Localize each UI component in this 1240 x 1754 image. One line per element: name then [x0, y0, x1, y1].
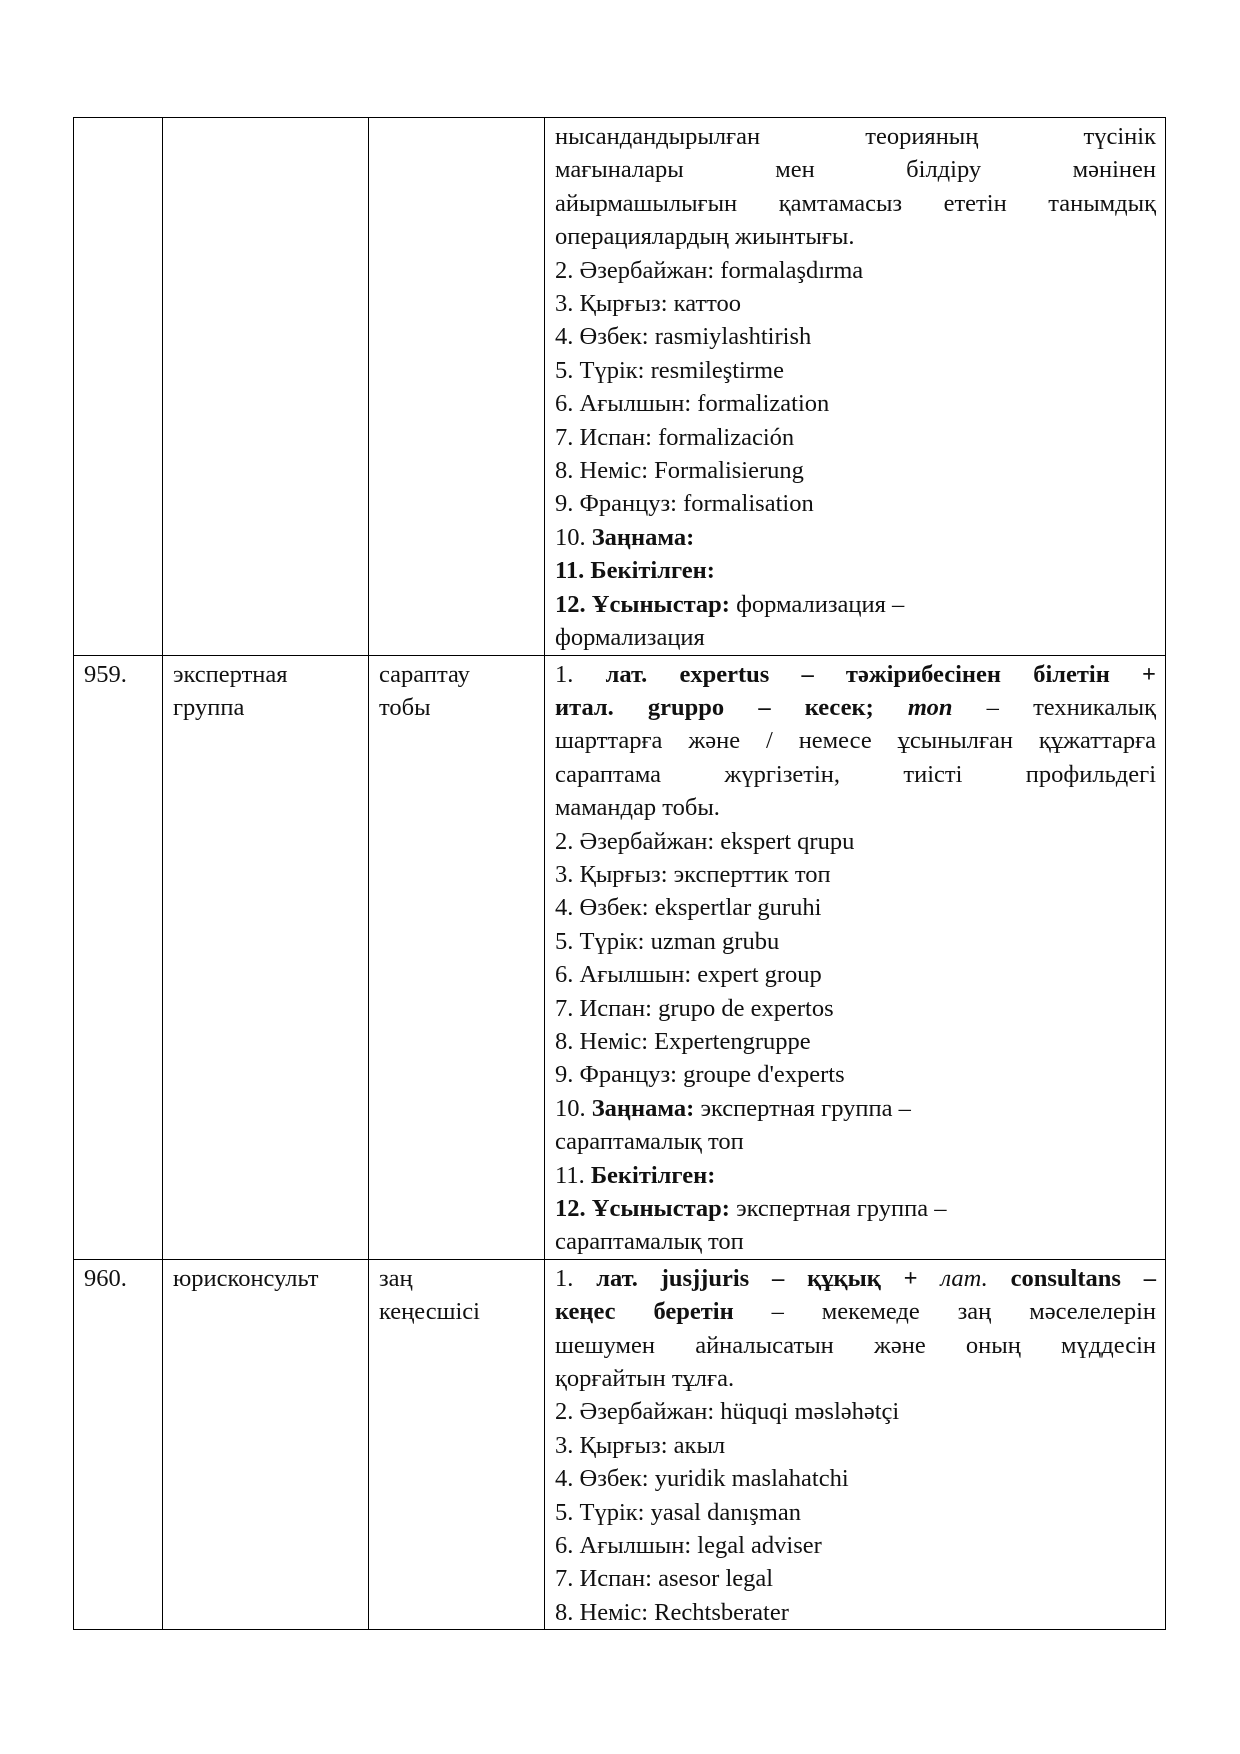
kazakh-term-cell — [369, 118, 545, 656]
recommendation-label: 12. Ұсыныстар: — [555, 1195, 730, 1222]
kazakh-term-cell: заң кеңесшісі — [369, 1259, 545, 1629]
definition-line: шешумен айналысатын және оның мүддесін — [555, 1331, 1156, 1359]
translation-line: 3. Қырғыз: акыл — [555, 1431, 726, 1459]
translation-line: 3. Қырғыз: каттоо — [555, 290, 742, 318]
approved-label: Бекітілген: — [590, 557, 715, 585]
translation-line: 4. Өзбек: yuridik maslahatchi — [555, 1465, 849, 1493]
definition-cell — [545, 655, 1166, 1259]
translation-line: 9. Француз: groupe d'experts — [555, 1061, 845, 1089]
glossary-table — [73, 117, 1166, 1630]
entry-number-cell: 960. — [74, 1259, 163, 1629]
translation-line: 2. Әзербайжан: formalaşdırma — [555, 256, 864, 284]
entry-number-cell: 959. — [74, 655, 163, 1259]
translation-line: 4. Өзбек: ekspertlar guruhi — [555, 894, 822, 922]
table-row — [74, 118, 1166, 656]
definition-cell — [545, 118, 1166, 656]
definition-cell — [545, 1259, 1166, 1629]
translation-line: 6. Ағылшын: formalization — [555, 390, 830, 418]
definition-line: айырмашылығын қамтамасыз ететін танымдық — [555, 189, 1156, 217]
translation-line: 9. Француз: formalisation — [555, 490, 814, 518]
legislation-label: Заңнама: — [591, 523, 695, 551]
legislation-line: 10. Заңнама: — [555, 523, 695, 551]
entry-number-cell — [74, 118, 163, 656]
translation-line: 2. Әзербайжан: ekspert qrupu — [555, 827, 855, 855]
kazakh-term-cell: сараптау тобы — [369, 655, 545, 1259]
russian-term-cell: экспертная группа — [163, 655, 369, 1259]
russian-term-cell: юрисконсульт — [163, 1259, 369, 1629]
recommendation-continuation: сараптамалық топ — [555, 1228, 744, 1256]
translation-line: 8. Неміс: Rechtsberater — [555, 1598, 789, 1626]
approved-line: 11. Бекітілген: — [555, 1161, 716, 1189]
definition-line: мағыналары мен білдіру мәнінен — [555, 156, 1156, 184]
translation-line: 3. Қырғыз: эксперттик топ — [555, 860, 831, 888]
legislation-continuation: сараптамалық топ — [555, 1128, 744, 1156]
translation-line: 6. Ағылшын: legal adviser — [555, 1532, 822, 1560]
translation-line: 2. Әзербайжан: hüquqi məsləhətçi — [555, 1398, 900, 1426]
translation-line: 7. Испан: asesor legal — [555, 1565, 774, 1593]
translation-line: 8. Неміс: Formalisierung — [555, 457, 804, 485]
definition-line: мамандар тобы. — [555, 794, 720, 822]
definition-line: шарттарға және / немесе ұсынылған құжаттарға — [555, 727, 1156, 755]
recommendation-continuation: формализация — [555, 624, 705, 652]
translation-line: 5. Түрік: resmileştirme — [555, 356, 784, 384]
definition-line: қорғайтын тұлға. — [555, 1365, 735, 1393]
recommendation-label: 12. Ұсыныстар: — [555, 590, 730, 618]
etymology-line: кеңес беретін – мекемеде заң мәселелерін — [555, 1298, 1156, 1326]
recommendation-line: 12. Ұсыныстар: экспертная группа – — [555, 1195, 947, 1222]
translation-line: 4. Өзбек: rasmiylashtirish — [555, 323, 812, 351]
approved-label: Бекітілген: — [590, 1161, 716, 1189]
legislation-label: Заңнама: — [591, 1094, 695, 1122]
definition-line: сараптама жүргізетін, тиісті профильдегі — [555, 760, 1156, 788]
definition-line: операциялардың жиынтығы. — [555, 223, 855, 251]
etymology-line: 1. лат. jusjjuris – құқық + лат. consultans – — [555, 1264, 1156, 1292]
translation-line: 8. Неміс: Expertengruppe — [555, 1027, 811, 1055]
etymology-line: итал. gruppo – кесек; топ – техникалық — [555, 693, 1157, 721]
approved-line: 11. Бекітілген: — [555, 557, 715, 585]
translation-line: 5. Түрік: uzman grubu — [555, 927, 780, 955]
translation-line: 7. Испан: formalización — [555, 423, 795, 451]
table-row — [74, 655, 1166, 1259]
definition-line: нысандандырылған теорияның түсінік — [555, 123, 1156, 150]
translation-line: 5. Түрік: yasal danışman — [555, 1498, 801, 1526]
translation-line: 7. Испан: grupo de expertos — [555, 994, 834, 1022]
recommendation-line: 12. Ұсыныстар: формализация – — [555, 590, 905, 618]
translation-line: 6. Ағылшын: expert group — [555, 961, 822, 989]
etymology-line: 1. лат. expertus – тәжірибесінен білетін + — [555, 660, 1157, 688]
table-row — [74, 1259, 1166, 1629]
russian-term-cell — [163, 118, 369, 656]
legislation-line: 10. Заңнама: экспертная группа – — [555, 1094, 911, 1122]
